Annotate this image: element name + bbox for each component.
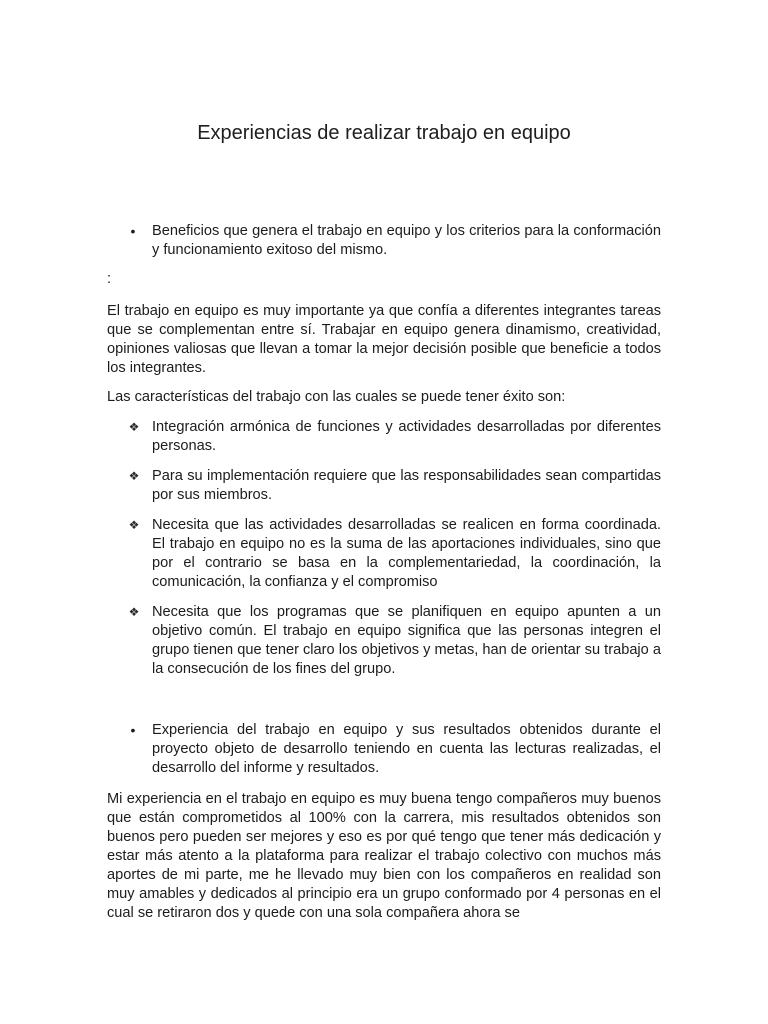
diamond-bullet-icon: ❖ — [128, 605, 140, 619]
paragraph-characteristics-intro: Las características del trabajo con las cuales se puede tener éxito son: — [107, 389, 566, 405]
paragraph-importance: El trabajo en equipo es muy importante ya que confía a diferentes integrantes tareas que se complementan entre sí. Trabajar en equipo genera dinamismo, creatividad, opiniones valiosas que llevan a tomar la mejor decisión posible que beneficie a todos los integrantes. — [107, 303, 661, 376]
colon-line: : — [107, 271, 112, 287]
bullet-benefits: Beneficios que genera el trabajo en equipo y los criterios para la conformación y funcionamiento exitoso del mismo. — [152, 223, 661, 258]
round-bullet-icon: • — [130, 223, 136, 239]
document-title: Experiencias de realizar trabajo en equipo — [197, 122, 571, 144]
diamond-bullet-icon: ❖ — [128, 420, 140, 434]
characteristic-item: Para su implementación requiere que las responsabilidades sean compartidas por sus miembros. — [152, 468, 661, 503]
round-bullet-icon: • — [130, 722, 136, 738]
diamond-bullet-icon: ❖ — [128, 469, 140, 483]
characteristic-item: Integración armónica de funciones y actividades desarrolladas por diferentes personas. — [152, 419, 661, 454]
bullet-experience: Experiencia del trabajo en equipo y sus resultados obtenidos durante el proyecto objeto de desarrollo teniendo en cuenta las lecturas realizadas, el desarrollo del informe y resultados. — [152, 722, 661, 776]
diamond-bullet-icon: ❖ — [128, 518, 140, 532]
characteristic-item: Necesita que las actividades desarrolladas se realicen en forma coordinada. El trabajo en equipo no es la suma de las aportaciones individuales, sino que por el contrario se basa en la complementariedad, la coordinación, la comunicación, la confianza y el compromiso — [152, 517, 661, 590]
characteristic-item: Necesita que los programas que se planifiquen en equipo apunten a un objetivo común. El trabajo en equipo significa que las personas integren el grupo tienen que tener claro los objetivos y metas, han de orientar su trabajo a la consecución de los fines del grupo. — [152, 604, 661, 677]
paragraph-experience: Mi experiencia en el trabajo en equipo es muy buena tengo compañeros muy buenos que están comprometidos al 100% con la carrera, mis resultados obtenidos son buenos pero pueden ser mejores y eso es por qué tengo que tener más dedicación y estar más atento a la plataforma para realizar el trabajo colectivo con muchos más aportes de mi parte, me he llevado muy bien con los compañeros en realidad son muy amables y dedicados al principio era un grupo conformado por 4 personas en el cual se retiraron dos y quede con una sola compañera ahora se — [107, 791, 661, 921]
